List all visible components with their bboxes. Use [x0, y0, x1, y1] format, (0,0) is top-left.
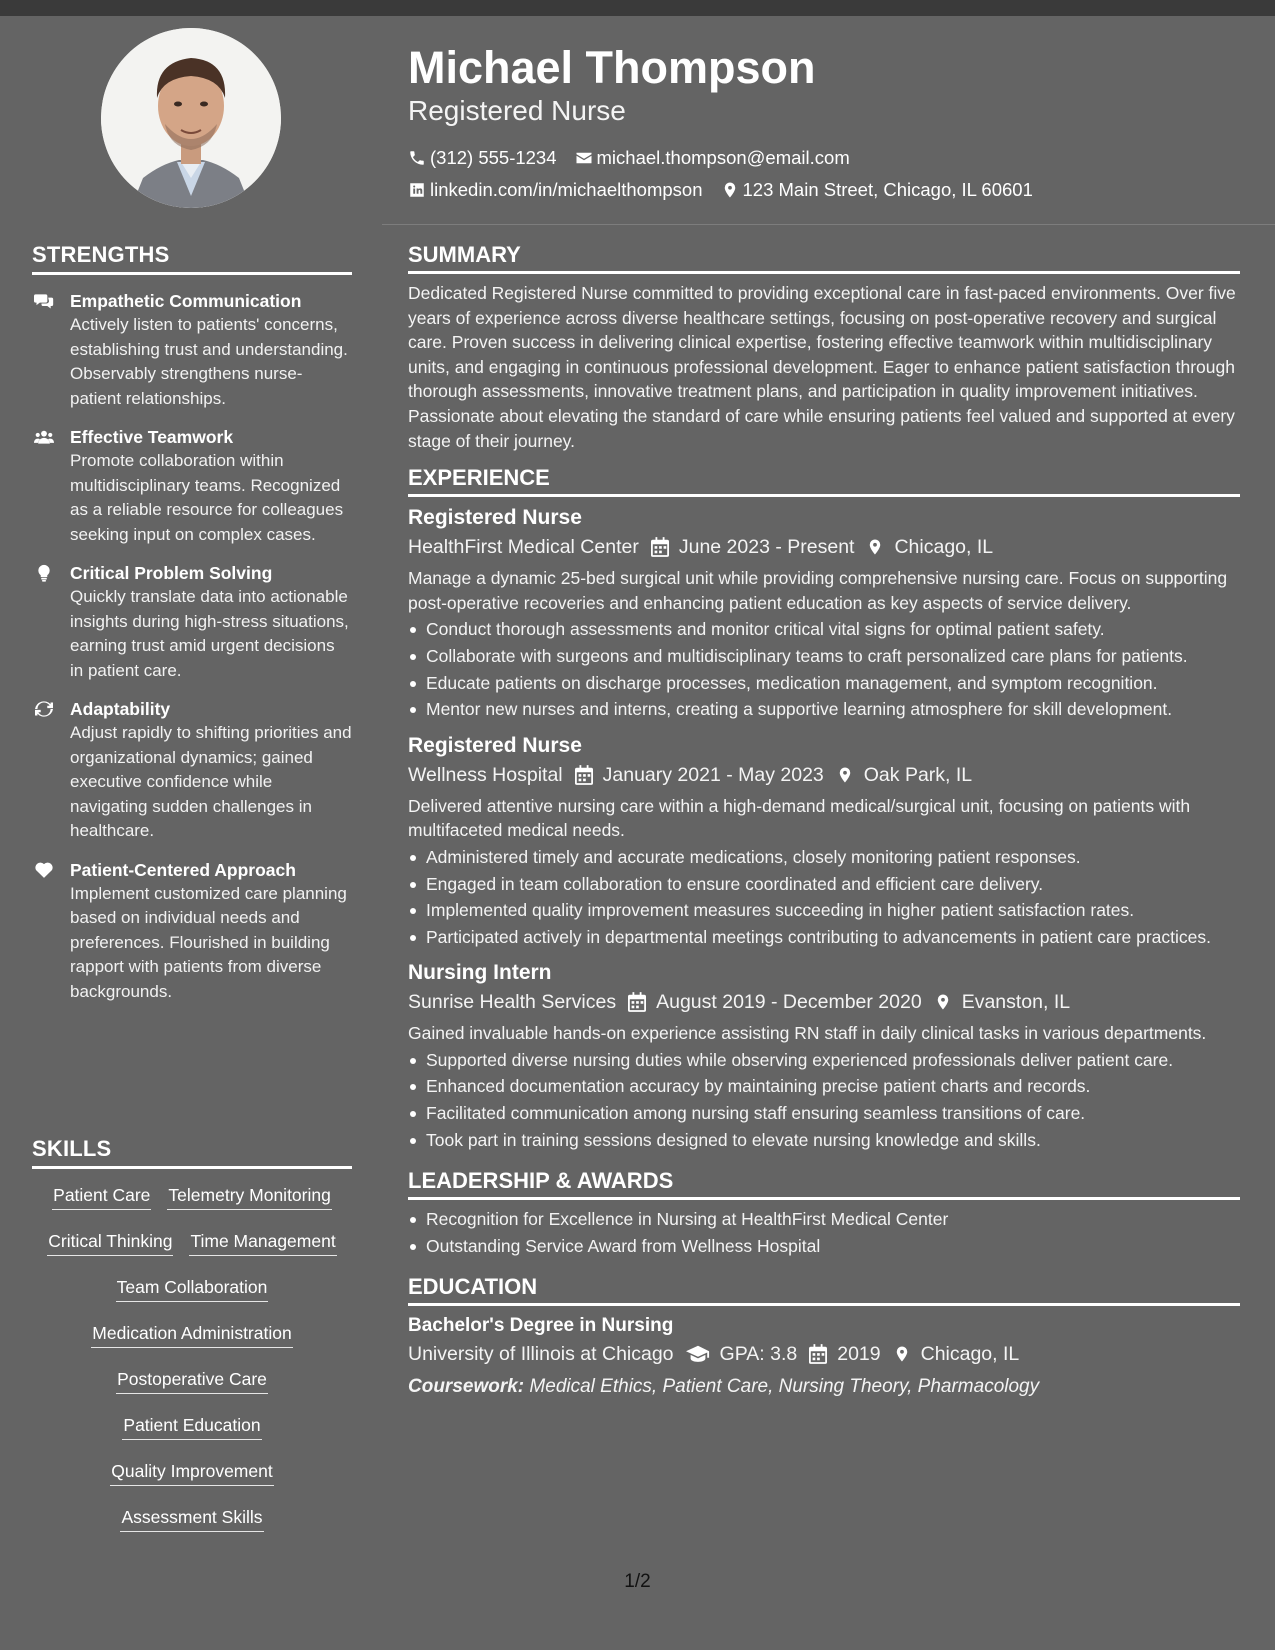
education-section: [408, 1274, 1240, 1401]
strength-description: Adjust rapidly to shifting priorities and organizational dynamics; gained executive confidence while navigating sudden challenges in healthcare.: [70, 723, 352, 840]
strength-item: [32, 425, 352, 547]
candidate-title: Registered Nurse: [408, 95, 626, 126]
skill-tag: Postoperative Care: [116, 1367, 268, 1394]
coursework: [408, 1373, 1240, 1401]
strength-item: [32, 858, 352, 1005]
linkedin-icon: [408, 181, 426, 199]
job-entry: [408, 959, 1240, 1152]
address-text: 123 Main Street, Chicago, IL 60601: [742, 179, 1033, 200]
awards-heading: LEADERSHIP & AWARDS: [408, 1168, 1240, 1200]
address-contact: [721, 178, 1033, 202]
gpa: GPA: 3.8: [719, 1343, 798, 1366]
phone-contact: [408, 146, 557, 170]
list-item: Engaged in team collaboration to ensure coordinated and efficient care delivery.: [408, 872, 1240, 897]
school-name: University of Illinois at Chicago: [408, 1343, 674, 1366]
skill-tag: Assessment Skills: [120, 1505, 263, 1532]
candidate-name: Michael Thompson: [408, 42, 816, 93]
strength-title: Critical Problem Solving: [70, 563, 273, 583]
list-item: Conduct thorough assessments and monitor critical vital signs for optimal patient safety.: [408, 617, 1240, 642]
job-dates: August 2019 - December 2020: [656, 991, 922, 1014]
phone-text: (312) 555-1234: [430, 147, 557, 168]
strengths-heading: STRENGTHS: [32, 242, 352, 275]
strength-description: Promote collaboration within multidisciplinary teams. Recognized as a reliable resource for colleagues seeking input on complex cases.: [70, 451, 344, 544]
refresh-icon: [32, 697, 70, 844]
job-dates: January 2021 - May 2023: [602, 763, 824, 786]
contact-row: [408, 178, 1051, 202]
main-column: [408, 242, 1240, 1401]
list-item: Supported diverse nursing duties while observing experienced professionals deliver patient care.: [408, 1048, 1240, 1073]
skill-tag: Telemetry Monitoring: [167, 1183, 331, 1210]
email-text[interactable]: michael.thompson@email.com: [596, 147, 850, 168]
strength-title: Adaptability: [70, 699, 171, 719]
strength-item: [32, 697, 352, 844]
experience-section: [408, 465, 1240, 1152]
skills-heading: SKILLS: [32, 1136, 352, 1169]
job-bullets: [408, 617, 1240, 721]
summary-text: Dedicated Registered Nurse committed to providing exceptional care in fast-paced environments. Over five years of experience across diverse healthcare settings, focusing on post-operative recovery and surgical care. Proven success in delivering clinical expertise, fostering effective teamwork within multidisciplinary units, and engaging in continuous professional development. Eager to enhance patient satisfaction through thorough assessments, innovative treatment plans, and participation in quality improvement initiatives. Passionate about elevating the standard of care while ensuring patients feel valued and supported at every stage of their journey.: [408, 283, 1236, 451]
list-item: Mentor new nurses and interns, creating a supportive learning atmosphere for skill development.: [408, 697, 1240, 722]
top-bar: [0, 0, 1275, 16]
map-pin-icon: [836, 765, 854, 785]
education-location: Chicago, IL: [920, 1343, 1020, 1366]
job-title: Registered Nurse: [408, 506, 582, 530]
list-item: Administered timely and accurate medications, closely monitoring patient responses.: [408, 845, 1240, 870]
list-item: Outstanding Service Award from Wellness Hospital: [408, 1234, 1240, 1259]
phone-icon: [408, 149, 426, 167]
list-item: Implemented quality improvement measures succeeding in higher patient satisfaction rates.: [408, 898, 1240, 923]
email-contact[interactable]: [575, 146, 850, 170]
skill-tag: Team Collaboration: [116, 1275, 269, 1302]
job-entry: [408, 504, 1240, 722]
job-bullets: [408, 845, 1240, 949]
calendar-icon: [651, 537, 669, 557]
envelope-icon: [575, 149, 593, 167]
job-meta: [408, 987, 1240, 1017]
strength-title: Effective Teamwork: [70, 427, 234, 447]
education-meta: [408, 1339, 1240, 1369]
strength-description: Quickly translate data into actionable insights during high-stress situations, earning trust amid urgent decisions in patient care.: [70, 587, 349, 680]
profile-photo: [101, 28, 281, 208]
job-description: Delivered attentive nursing care within a high-demand medical/surgical unit, focusing on patients with multifaceted medical needs.: [408, 795, 1191, 841]
skill-tag: Quality Improvement: [110, 1459, 273, 1486]
list-item: Took part in training sessions designed to elevate nursing knowledge and skills.: [408, 1128, 1240, 1153]
skill-tag: Time Management: [189, 1229, 336, 1256]
summary-heading: SUMMARY: [408, 242, 1240, 274]
heart-icon: [32, 858, 70, 1005]
calendar-icon: [575, 765, 593, 785]
job-company: HealthFirst Medical Center: [408, 536, 639, 559]
job-title: Nursing Intern: [408, 961, 552, 985]
list-item: Educate patients on discharge processes, medication management, and symptom recognition.: [408, 671, 1240, 696]
linkedin-contact[interactable]: [408, 178, 703, 202]
list-item: Facilitated communication among nursing staff ensuring seamless transitions of care.: [408, 1101, 1240, 1126]
graduation-cap-icon: [686, 1344, 710, 1364]
list-item: Enhanced documentation accuracy by maintaining precise patient charts and records.: [408, 1074, 1240, 1099]
job-bullets: [408, 1048, 1240, 1152]
list-item: Recognition for Excellence in Nursing at HealthFirst Medical Center: [408, 1207, 1240, 1232]
users-icon: [32, 425, 70, 547]
degree-title: Bachelor's Degree in Nursing: [408, 1315, 674, 1337]
map-pin-icon: [893, 1344, 911, 1364]
awards-list: [408, 1207, 1240, 1258]
education-heading: EDUCATION: [408, 1274, 1240, 1306]
skills-section: [32, 1136, 352, 1551]
summary-section: [408, 242, 1240, 453]
strength-description: Actively listen to patients' concerns, establishing trust and understanding. Observably strengthens nurse-patient relationships.: [70, 315, 348, 408]
job-location: Oak Park, IL: [863, 763, 973, 786]
strength-title: Patient-Centered Approach: [70, 859, 296, 880]
map-pin-icon: [721, 181, 739, 199]
job-location: Evanston, IL: [961, 991, 1071, 1014]
chat-bubbles-icon: [32, 289, 70, 411]
contact-row: [408, 146, 868, 170]
skill-tag: Patient Education: [122, 1413, 261, 1440]
skill-tag: Critical Thinking: [47, 1229, 173, 1256]
lightbulb-icon: [32, 561, 70, 683]
strengths-section: [32, 242, 352, 1004]
linkedin-text[interactable]: linkedin.com/in/michaelthompson: [430, 179, 703, 200]
job-location: Chicago, IL: [894, 536, 994, 559]
skill-tag: Medication Administration: [91, 1321, 292, 1348]
coursework-label: Coursework:: [408, 1376, 525, 1398]
job-description: Manage a dynamic 25-bed surgical unit while providing comprehensive nursing care. Focus on supporting post-operative recoveries and enhancing patient education as key aspects of service delivery.: [408, 568, 1228, 613]
calendar-icon: [628, 992, 646, 1012]
map-pin-icon: [866, 537, 884, 557]
calendar-icon: [809, 1344, 827, 1364]
list-item: Collaborate with surgeons and multidisciplinary teams to craft personalized care plans for patients.: [408, 644, 1240, 669]
strength-title: Empathetic Communication: [70, 291, 302, 311]
graduation-year: 2019: [837, 1343, 881, 1366]
awards-section: [408, 1168, 1240, 1258]
coursework-text: Medical Ethics, Patient Care, Nursing Theory, Pharmacology: [529, 1376, 1040, 1398]
page-indicator: 1/2: [624, 1571, 651, 1592]
job-description: Gained invaluable hands-on experience assisting RN staff in daily clinical tasks in various departments.: [408, 1023, 1207, 1044]
strength-description: Implement customized care planning based on individual needs and preferences. Flourished in building rapport with patients from diverse backgrounds.: [70, 883, 347, 1001]
job-company: Sunrise Health Services: [408, 991, 617, 1014]
experience-heading: EXPERIENCE: [408, 465, 1240, 497]
skill-tag: Patient Care: [52, 1183, 151, 1210]
map-pin-icon: [934, 992, 952, 1012]
list-item: Participated actively in departmental meetings contributing to advancements in patient care practices.: [408, 925, 1240, 950]
skill-list: [32, 1169, 352, 1551]
strength-item: [32, 289, 352, 411]
job-entry: [408, 732, 1240, 950]
job-company: Wellness Hospital: [408, 763, 563, 786]
job-meta: [408, 760, 1240, 790]
strength-item: [32, 561, 352, 683]
job-dates: June 2023 - Present: [678, 536, 855, 559]
job-title: Registered Nurse: [408, 733, 582, 757]
job-meta: [408, 532, 1240, 562]
header-divider: [382, 224, 1275, 225]
